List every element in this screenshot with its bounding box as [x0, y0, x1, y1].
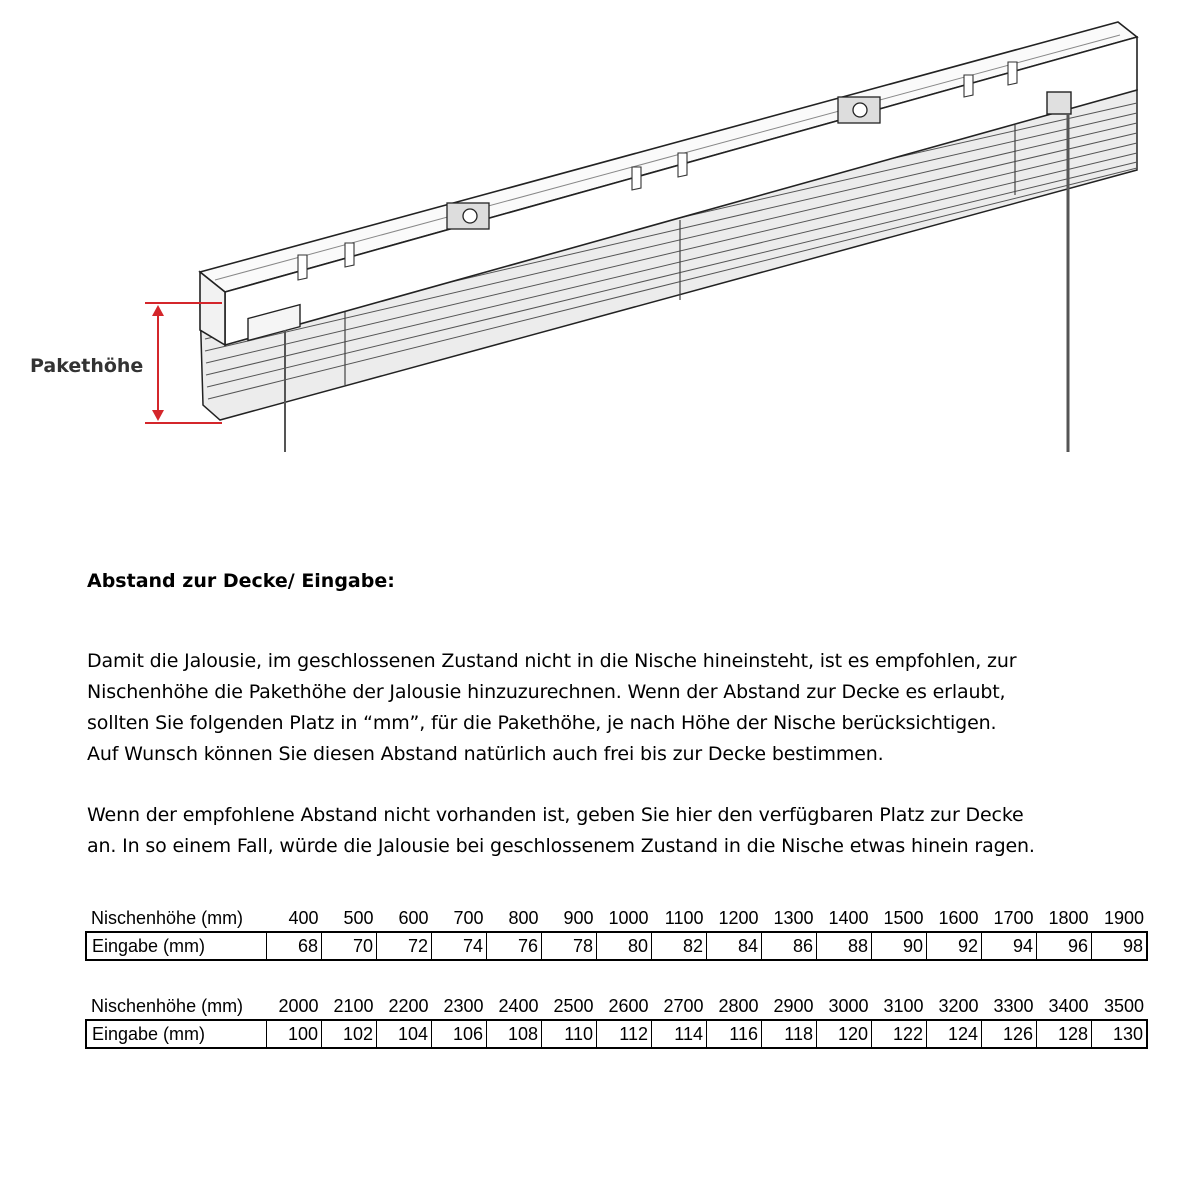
niche-height-cell: 1400: [828, 907, 869, 928]
niche-height-cell: 2600: [608, 995, 649, 1016]
niche-height-cell: 700: [453, 907, 484, 928]
niche-height-cell: 900: [563, 907, 594, 928]
niche-height-cell: 400: [288, 907, 319, 928]
niche-height-row: [86, 905, 1147, 932]
niche-height-cell: 2700: [663, 995, 704, 1016]
input-value-cell: 112: [597, 1020, 652, 1048]
row-label: Eingabe (mm): [86, 932, 267, 960]
tilter-icon: [1047, 92, 1071, 114]
niche-height-cell: 1500: [883, 907, 924, 928]
input-value-cell: 88: [817, 932, 872, 960]
input-value-cell: 78: [542, 932, 597, 960]
niche-height-cell: 1100: [664, 907, 704, 928]
input-row: [86, 932, 1147, 960]
niche-height-cell: 2900: [773, 995, 814, 1016]
input-value-cell: 100: [267, 1020, 322, 1048]
input-value-cell: 108: [487, 1020, 542, 1048]
paragraph-line: Wenn der empfohlene Abstand nicht vorhanden ist, geben Sie hier den verfügbaren Platz zur Decke: [87, 804, 1024, 826]
niche-height-cell: 1000: [608, 907, 649, 928]
input-value-cell: 124: [927, 1020, 982, 1048]
paragraph-line: Auf Wunsch können Sie diesen Abstand natürlich auch frei bis zur Decke bestimmen.: [87, 743, 884, 765]
input-value-cell: 116: [707, 1020, 762, 1048]
input-value-cell: 90: [872, 932, 927, 960]
niche-height-cell: 2000: [278, 995, 319, 1016]
size-table: [85, 993, 1148, 1049]
blind-illustration: [0, 0, 1200, 470]
niche-height-cell: 3500: [1103, 995, 1144, 1016]
input-value-cell: 86: [762, 932, 817, 960]
paragraph-line: an. In so einem Fall, würde die Jalousie bei geschlossenem Zustand in die Nische etwas hinein ragen.: [87, 835, 1035, 857]
niche-height-cell: 3100: [883, 995, 924, 1016]
niche-height-cell: 2500: [553, 995, 594, 1016]
fallback-paragraph: [87, 800, 1147, 862]
input-value-cell: 82: [652, 932, 707, 960]
input-value-cell: 68: [267, 932, 322, 960]
niche-height-cell: 1900: [1103, 907, 1144, 928]
niche-height-cell: 1300: [773, 907, 814, 928]
input-value-cell: 98: [1092, 932, 1148, 960]
input-value-cell: 126: [982, 1020, 1037, 1048]
input-value-cell: 110: [542, 1020, 597, 1048]
niche-height-cell: 2400: [498, 995, 539, 1016]
input-value-cell: 94: [982, 932, 1037, 960]
paragraph-line: Nischenhöhe die Pakethöhe der Jalousie hinzuzurechnen. Wenn der Abstand zur Decke es erlaubt,: [87, 681, 1006, 703]
input-value-cell: 106: [432, 1020, 487, 1048]
niche-height-cell: 3200: [938, 995, 979, 1016]
size-table: [85, 905, 1148, 961]
paragraph-line: Damit die Jalousie, im geschlossenen Zustand nicht in die Nische hineinsteht, ist es empfohlen, zur: [87, 650, 1017, 672]
input-value-cell: 120: [817, 1020, 872, 1048]
input-value-cell: 76: [487, 932, 542, 960]
niche-height-cell: 2100: [333, 995, 374, 1016]
niche-height-cell: 3000: [828, 995, 869, 1016]
input-value-cell: 104: [377, 1020, 432, 1048]
input-value-cell: 74: [432, 932, 487, 960]
input-value-cell: 122: [872, 1020, 927, 1048]
niche-height-cell: 2200: [388, 995, 429, 1016]
row-label: Nischenhöhe (mm): [91, 995, 244, 1016]
input-value-cell: 102: [322, 1020, 377, 1048]
venetian-blind-drawing: [0, 0, 1200, 470]
input-value-cell: 92: [927, 932, 982, 960]
niche-height-cell: 2300: [443, 995, 484, 1016]
paragraph-line: sollten Sie folgenden Platz in “mm”, für die Pakethöhe, je nach Höhe der Nische berücksichtigen.: [87, 712, 997, 734]
niche-height-cell: 1600: [938, 907, 979, 928]
niche-height-cell: 800: [508, 907, 539, 928]
niche-height-cell: 2800: [718, 995, 759, 1016]
row-label: Eingabe (mm): [86, 1020, 267, 1048]
niche-height-row: [86, 993, 1147, 1020]
input-row: [86, 1020, 1147, 1048]
niche-height-cell: 1800: [1048, 907, 1089, 928]
input-value-cell: 72: [377, 932, 432, 960]
input-value-cell: 96: [1037, 932, 1092, 960]
input-value-cell: 80: [597, 932, 652, 960]
niche-height-cell: 1200: [718, 907, 759, 928]
niche-height-cell: 600: [398, 907, 429, 928]
niche-height-cell: 500: [343, 907, 374, 928]
niche-height-cell: 3300: [993, 995, 1034, 1016]
input-value-cell: 84: [707, 932, 762, 960]
input-value-cell: 114: [652, 1020, 707, 1048]
input-value-cell: 128: [1037, 1020, 1092, 1048]
input-value-cell: 130: [1092, 1020, 1148, 1048]
niche-height-cell: 1700: [993, 907, 1034, 928]
input-value-cell: 118: [762, 1020, 817, 1048]
explanation-paragraph: [87, 646, 1147, 770]
row-label: Nischenhöhe (mm): [91, 907, 244, 928]
section-heading: Abstand zur Decke/ Eingabe:: [87, 570, 395, 592]
niche-height-cell: 3400: [1048, 995, 1089, 1016]
pakethoehe-label: Pakethöhe: [30, 355, 144, 377]
input-value-cell: 70: [322, 932, 377, 960]
